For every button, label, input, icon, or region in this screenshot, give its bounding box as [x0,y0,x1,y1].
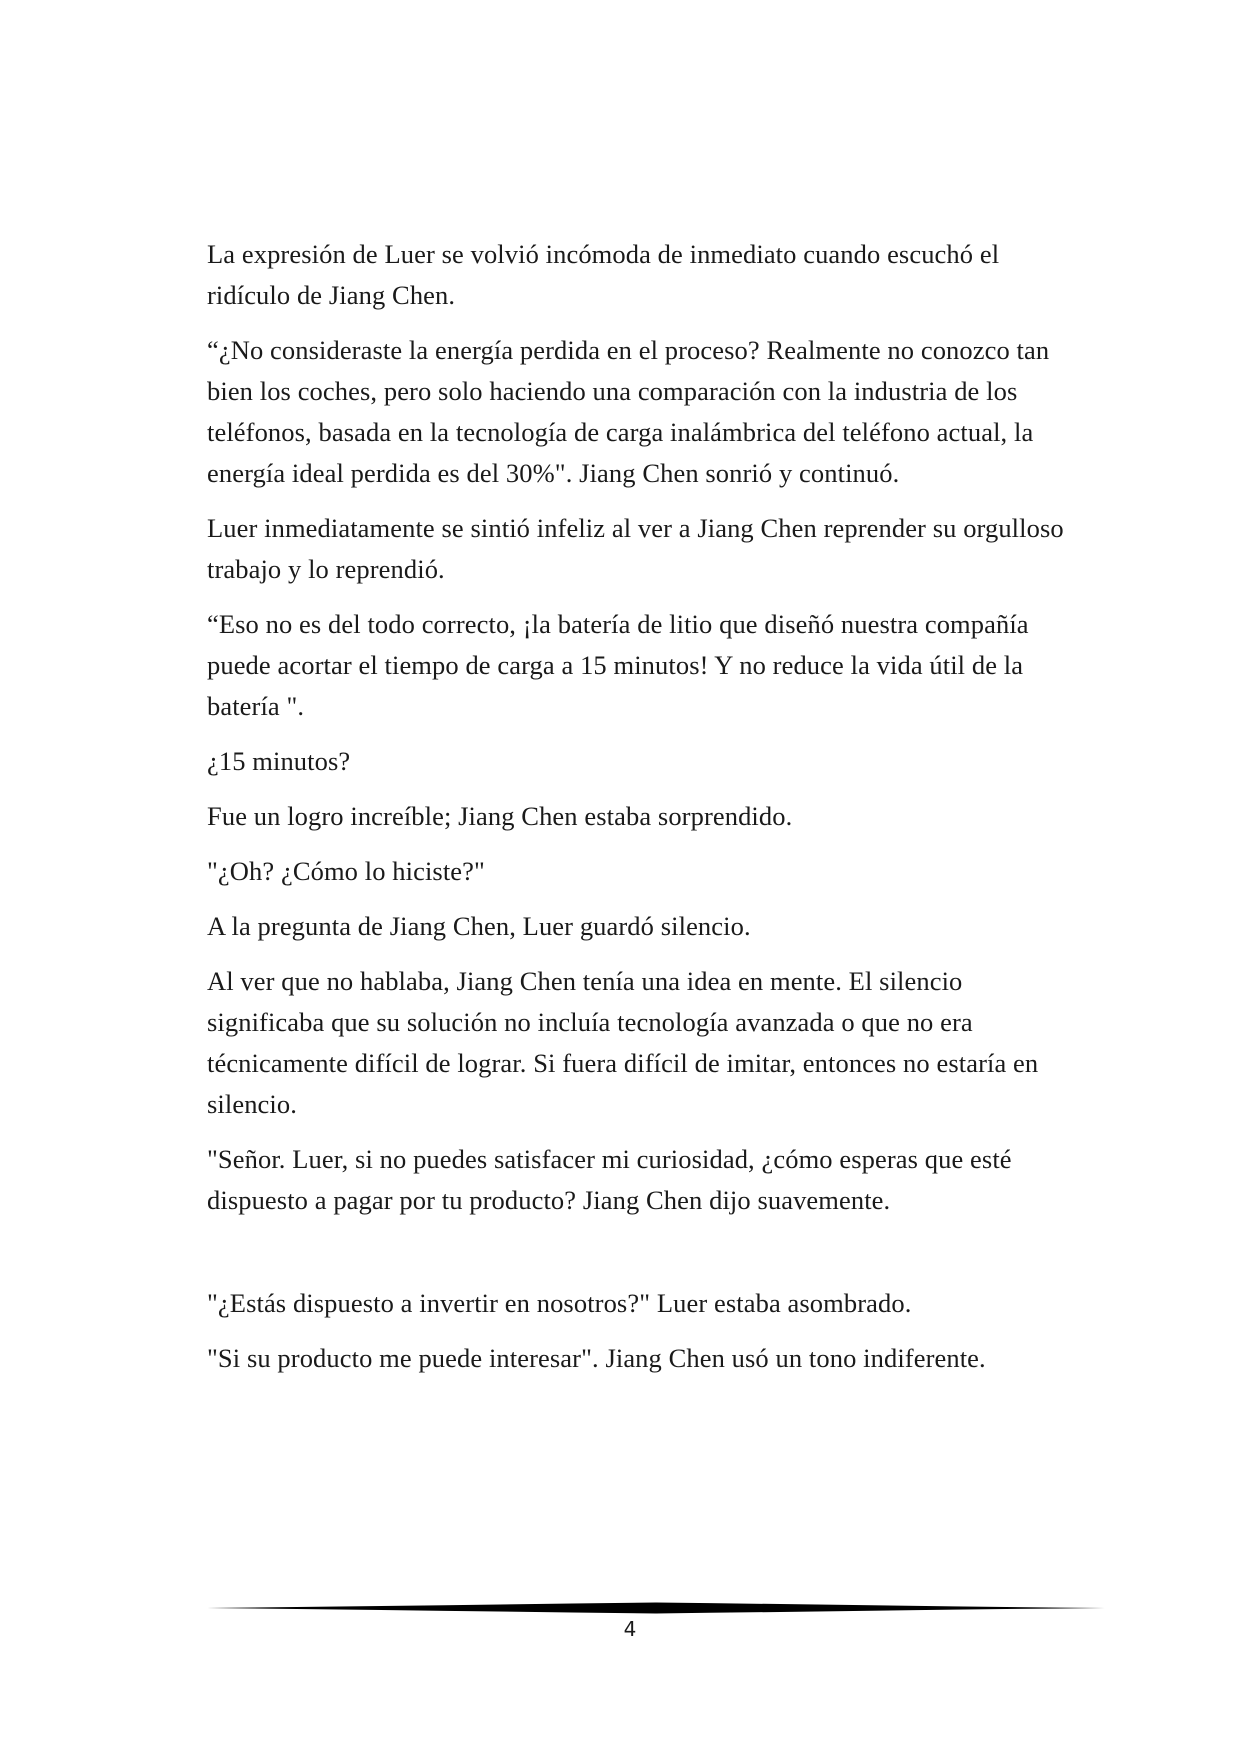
paragraph: Fue un logro increíble; Jiang Chen estaba sorprendido. [207,801,793,831]
paragraph: "¿Estás dispuesto a invertir en nosotros?" Luer estaba asombrado. [207,1288,912,1318]
paragraph: "¿Oh? ¿Cómo lo hiciste?" [207,856,485,886]
paragraph: “¿No consideraste la energía perdida en el proceso? Realmente no conozco tan bien los coches, pero solo haciendo una comparación con la industria de los teléfonos, basada en la tecnología de carga inalámbrica del teléfono actual, la energía ideal perdida es del 30%". Jiang Chen sonrió y continuó. [207,335,1050,488]
paragraph: “Eso no es del todo correcto, ¡la batería de litio que diseñó nuestra compañía puede acortar el tiempo de carga a 15 minutos! Y no reduce la vida útil de la batería ". [207,609,1029,721]
paragraph: "Si su producto me puede interesar". Jiang Chen usó un tono indiferente. [207,1343,986,1373]
page-number: 4 [623,1617,637,1641]
paragraph: A la pregunta de Jiang Chen, Luer guardó silencio. [207,911,751,941]
paragraph: La expresión de Luer se volvió incómoda de inmediato cuando escuchó el ridículo de Jiang Chen. [207,239,1000,310]
body-text [207,234,1069,1393]
paragraph: "Señor. Luer, si no puedes satisfacer mi curiosidad, ¿cómo esperas que esté dispuesto a pagar por tu producto? Jiang Chen dijo suavemente. [207,1144,1012,1215]
footer-divider [207,1601,1105,1615]
paragraph: Al ver que no hablaba, Jiang Chen tenía una idea en mente. El silencio significaba que su solución no incluía tecnología avanzada o que no era técnicamente difícil de lograr. Si fuera difícil de imitar, entonces no estaría en silencio. [207,966,1039,1119]
paragraph: Luer inmediatamente se sintió infeliz al ver a Jiang Chen reprender su orgulloso trabajo y lo reprendió. [207,513,1064,584]
paragraph: ¿15 minutos? [207,746,351,776]
